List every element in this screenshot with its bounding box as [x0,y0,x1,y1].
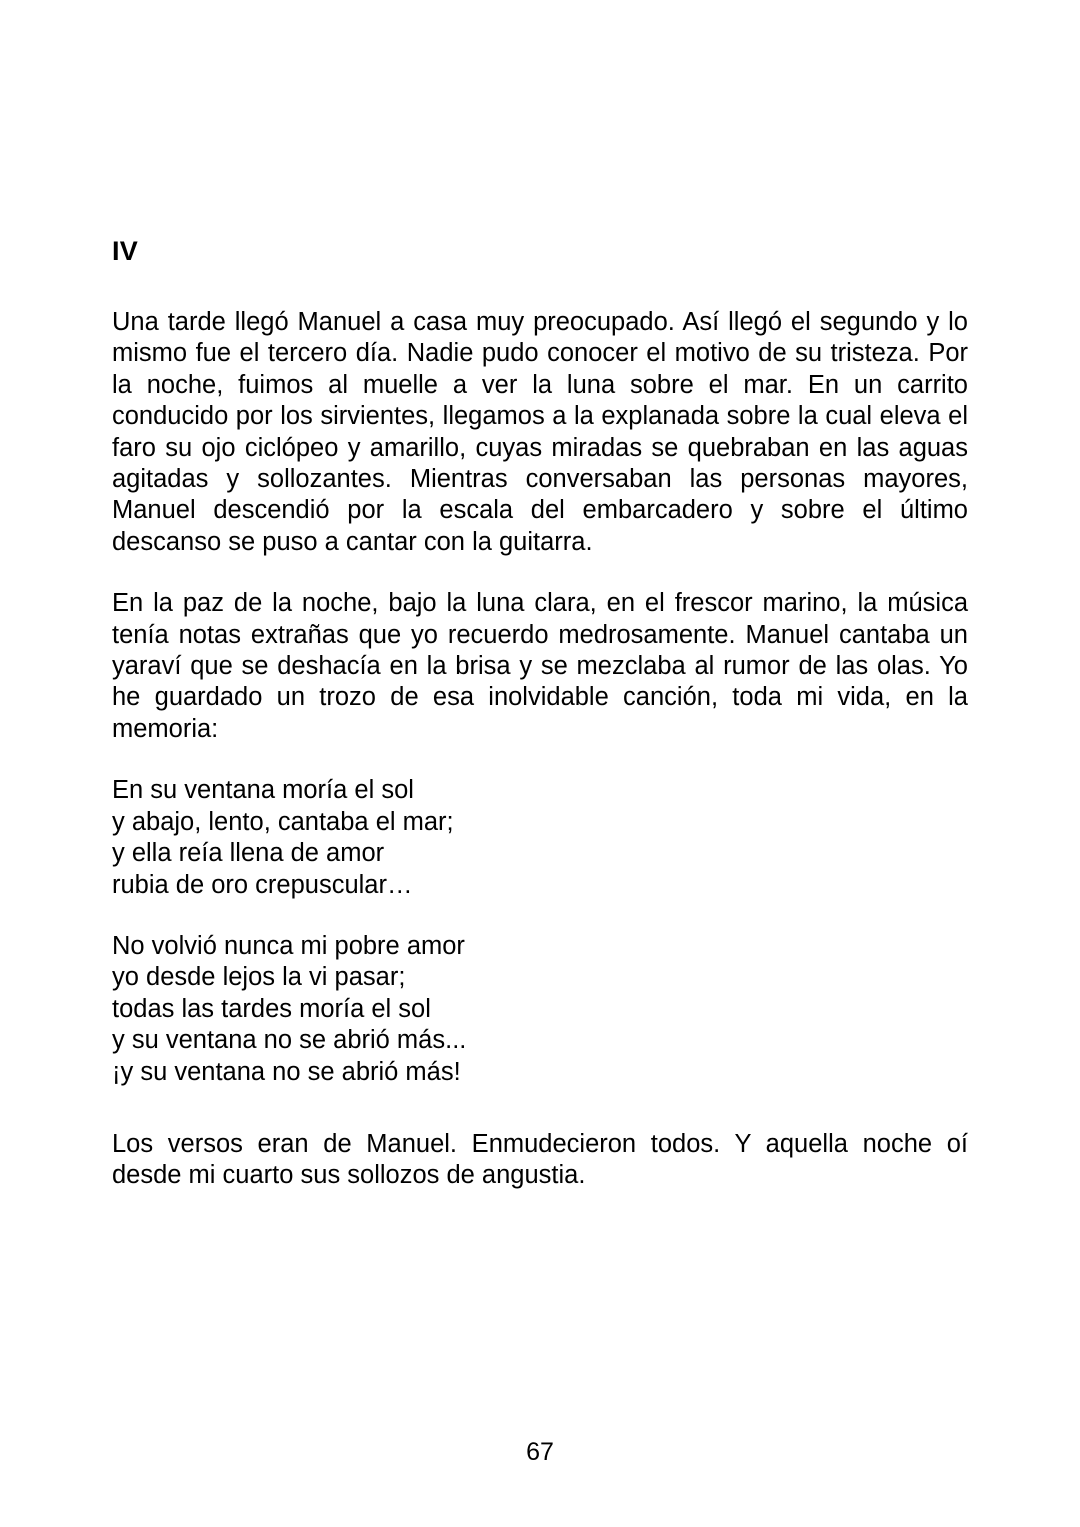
verse-line: ¡y su ventana no se abrió más! [112,1057,461,1086]
verse-line: rubia de oro crepuscular… [112,870,413,899]
page-content [112,236,968,1192]
verse-line: yo desde lejos la vi pasar; [112,963,406,992]
verse-line: En su ventana moría el sol [112,776,414,805]
verse-line: y ella reía llena de amor [112,839,385,868]
chapter-heading: IV [112,236,139,266]
verse-line: y abajo, lento, cantaba el mar; [112,807,454,836]
poem-stanza-1 [112,775,968,901]
verse-line: y su ventana no se abrió más... [112,1026,467,1055]
poem-stanza-2 [112,931,968,1088]
verse-line: todas las tardes moría el sol [112,994,431,1023]
page-number: 67 [526,1438,554,1466]
verse-line: No volvió nunca mi pobre amor [112,931,465,960]
body-paragraph-1: Una tarde llegó Manuel a casa muy preocupado. Así llegó el segundo y lo mismo fue el tercero día. Nadie pudo conocer el motivo de su tristeza. Por la noche, fuimos al muelle a ver la luna sobre el mar. En un carrito conducido por los sirvientes, llegamos a la explanada sobre la cual eleva el faro su ojo ciclópeo y amarillo, cuyas miradas se quebraban en las aguas agitadas y sollozantes. Mientras conversaban las personas mayores, Manuel descendió por la escala del embarcadero y sobre el último descanso se puso a cantar con la guitarra. [112,308,968,556]
body-paragraph-2: En la paz de la noche, bajo la luna clara, en el frescor marino, la música tenía notas extrañas que yo recuerdo medrosamente. Manuel cantaba un yaraví que se deshacía en la brisa y se mezclaba al rumor de las olas. Yo he guardado un trozo de esa inolvidable canción, toda mi vida, en la memoria: [112,589,968,743]
body-paragraph-final: Los versos eran de Manuel. Enmudecieron todos. Y aquella noche oí desde mi cuarto sus sollozos de angustia. [112,1129,968,1190]
